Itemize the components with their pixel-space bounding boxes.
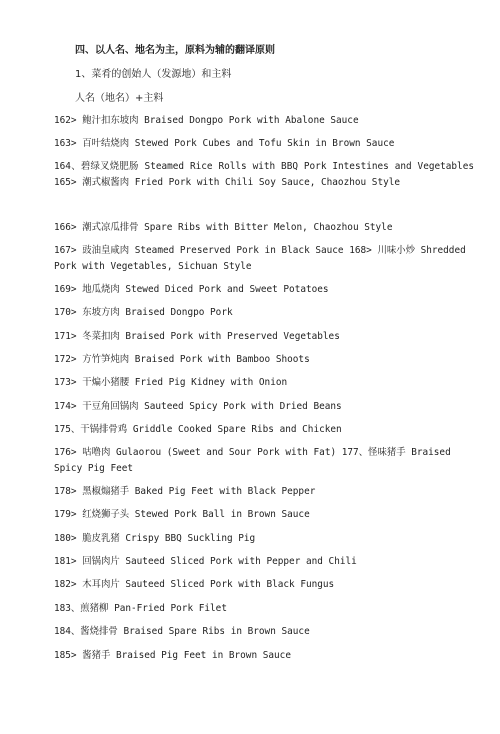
dish-entry-185: 185> 酱猪手 Braised Pig Feet in Brown Sauce <box>54 650 291 661</box>
dish-entry-169: 169> 地瓜烧肉 Stewed Diced Pork and Sweet Potatoes <box>54 284 329 295</box>
dish-entry-183: 183、煎猪柳 Pan-Fried Pork Filet <box>54 603 227 614</box>
dish-entry-170: 170> 东坡方肉 Braised Dongpo Pork <box>54 307 233 318</box>
dish-entry-172: 172> 方竹笋炖肉 Braised Pork with Bamboo Shoots <box>54 354 310 365</box>
dish-entry-166: 166> 潮式凉瓜排骨 Spare Ribs with Bitter Melon, Chaozhou Style <box>54 222 393 233</box>
dish-entry-173: 173> 干煸小猪腰 Fried Pig Kidney with Onion <box>54 377 288 388</box>
dish-entry-163: 163> 百叶结烧肉 Stewed Pork Cubes and Tofu Skin in Brown Sauce <box>54 138 395 149</box>
dish-entry-171: 171> 冬菜扣肉 Braised Pork with Preserved Vegetables <box>54 331 340 342</box>
dish-entry-178: 178> 黑椒煽猪手 Baked Pig Feet with Black Pepper <box>54 486 316 497</box>
dish-entry-180: 180> 脆皮乳猪 Crispy BBQ Suckling Pig <box>54 533 256 544</box>
subsection-heading: 1、菜肴的创始人（发源地）和主料 <box>75 69 232 80</box>
dish-entry-162: 162> 鲍汁扣东坡肉 Braised Dongpo Pork with Abalone Sauce <box>54 115 359 126</box>
dish-entry-182: 182> 木耳肉片 Sauteed Sliced Pork with Black Fungus <box>54 579 335 590</box>
dish-entry-164-165: 164、碧绿叉烧肥肠 Steamed Rice Rolls with BBQ Pork Intestines and Vegetables 165> 潮式椒酱肉 Fried Pork with Chili Soy Sauce, Chaozhou Style <box>54 161 474 188</box>
dish-entry-181: 181> 回锅肉片 Sauteed Sliced Pork with Pepper and Chili <box>54 556 357 567</box>
dish-entry-179: 179> 红烧狮子头 Stewed Pork Ball in Brown Sauce <box>54 509 310 520</box>
dish-entry-184: 184、酱烧排骨 Braised Spare Ribs in Brown Sauce <box>54 626 310 637</box>
dish-entry-175: 175、干锅排骨鸡 Griddle Cooked Spare Ribs and Chicken <box>54 424 342 435</box>
naming-formula: 人名（地名）+主料 <box>75 93 164 104</box>
dish-entry-167-168: 167> 豉油皇咸肉 Steamed Preserved Pork in Black Sauce 168> 川味小炒 Shredded Pork with Vegetables, Sichuan Style <box>54 245 466 272</box>
dish-entry-174: 174> 干豆角回锅肉 Sauteed Spicy Pork with Dried Beans <box>54 401 342 412</box>
section-heading: 四、以人名、地名为主，原料为辅的翻译原则 <box>75 45 275 56</box>
dish-entry-176-177: 176> 咕噜肉 Gulaorou (Sweet and Sour Pork with Fat) 177、怪味猪手 Braised Spicy Pig Feet <box>54 447 451 474</box>
